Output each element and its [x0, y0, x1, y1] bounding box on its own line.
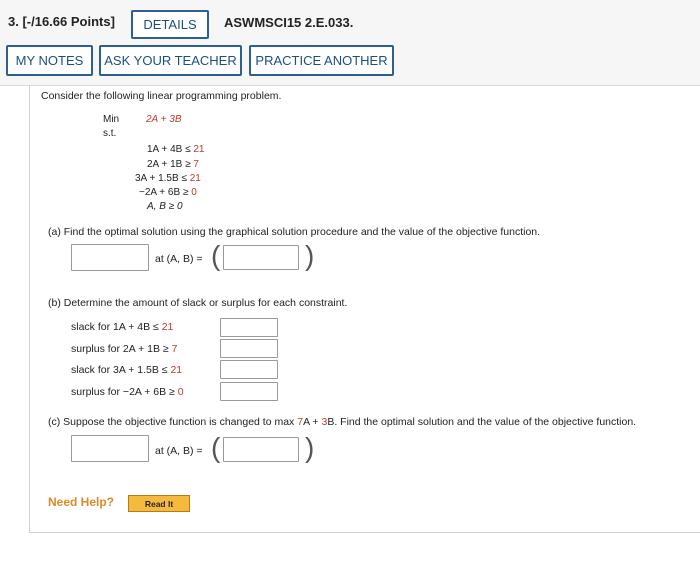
part-c-solution-input[interactable]	[223, 437, 299, 462]
constraint-1: 1A + 4B ≤ 21	[147, 144, 205, 155]
details-button[interactable]: DETAILS	[131, 10, 209, 39]
slack-row-1-input[interactable]	[220, 318, 278, 337]
surplus-row-2-label: surplus for 2A + 1B ≥ 7	[71, 343, 178, 355]
slack-row-3-label: slack for 3A + 1.5B ≤ 21	[71, 364, 183, 376]
problem-code: ASWMSCI15 2.E.033.	[224, 15, 354, 30]
part-c-prompt: (c) Suppose the objective function is changed to max 7A + 3B. Find the optimal solution and the value of the objective function.	[48, 416, 637, 428]
open-paren: (	[211, 432, 221, 463]
close-paren: )	[305, 432, 315, 463]
constraint-2: 2A + 1B ≥ 7	[147, 159, 199, 170]
nonnegativity-constraint: A, B ≥ 0	[147, 201, 183, 212]
part-c-objective-value-input[interactable]	[71, 435, 149, 462]
constraint-3: 3A + 1.5B ≤ 21	[135, 173, 201, 184]
my-notes-button[interactable]: MY NOTES	[6, 45, 93, 76]
part-b-prompt: (b) Determine the amount of slack or surplus for each constraint.	[48, 297, 348, 309]
objective-expression: 2A + 3B	[146, 114, 182, 125]
part-a-prompt: (a) Find the optimal solution using the graphical solution procedure and the value of the objective function.	[48, 226, 541, 238]
surplus-row-4-label: surplus for −2A + 6B ≥ 0	[71, 386, 184, 398]
open-paren: (	[211, 240, 221, 271]
surplus-row-2-input[interactable]	[220, 339, 278, 358]
part-a-solution-input[interactable]	[223, 245, 299, 270]
question-number: 3. [-/16.66 Points]	[8, 14, 115, 29]
part-a-at-label: at (A, B) =	[155, 253, 203, 265]
content-left-border	[29, 85, 30, 533]
surplus-row-4-input[interactable]	[220, 382, 278, 401]
problem-intro: Consider the following linear programming problem.	[41, 90, 282, 102]
close-paren: )	[305, 240, 315, 271]
ask-teacher-button[interactable]: ASK YOUR TEACHER	[99, 45, 242, 76]
practice-another-button[interactable]: PRACTICE ANOTHER	[249, 45, 394, 76]
part-c-at-label: at (A, B) =	[155, 445, 203, 457]
st-label: s.t.	[103, 128, 117, 139]
constraint-4: −2A + 6B ≥ 0	[139, 187, 197, 198]
slack-row-1-label: slack for 1A + 4B ≤ 21	[71, 321, 174, 333]
content-bottom-border	[29, 532, 700, 533]
part-a-objective-value-input[interactable]	[71, 244, 149, 271]
slack-row-3-input[interactable]	[220, 360, 278, 379]
need-help-label: Need Help?	[48, 495, 115, 509]
read-it-button[interactable]: Read It	[128, 495, 190, 512]
min-label: Min	[103, 114, 120, 125]
